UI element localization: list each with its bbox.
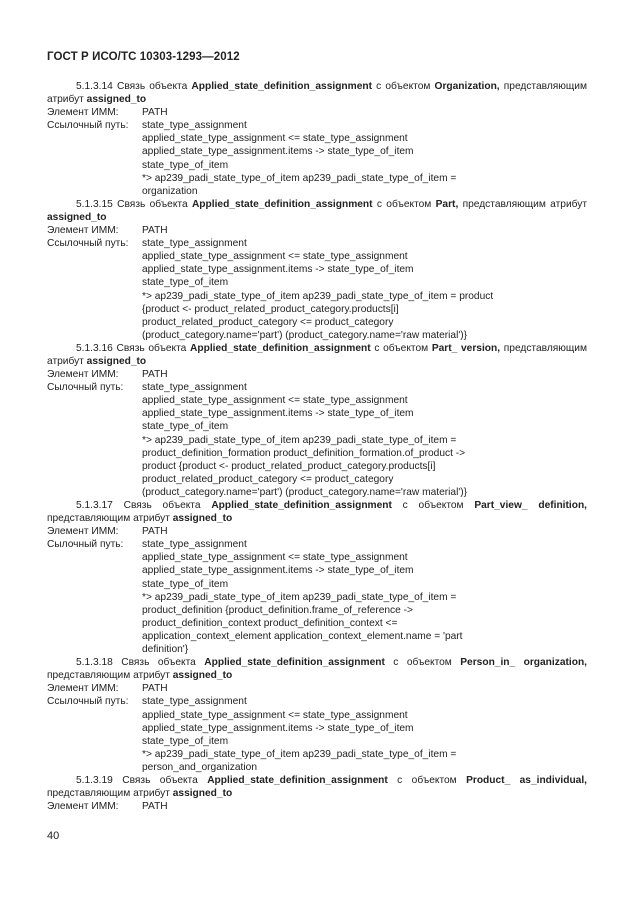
reference-line: applied_state_type_assignment.items -> state_type_of_item xyxy=(142,146,414,158)
clause-5-1-3-17 xyxy=(47,499,587,656)
reference-line: applied_state_type_assignment.items -> state_type_of_item xyxy=(142,565,414,577)
clause-number: 5.1.3.18 xyxy=(76,657,113,669)
reference-line: product_definition_context product_definition_context <= xyxy=(142,617,398,629)
target-entity-name: Part_ version, xyxy=(431,342,501,354)
clause-5-1-3-14 xyxy=(47,80,587,198)
reference-line: organization xyxy=(142,185,198,197)
reference-label: Сылочный путь: xyxy=(47,539,124,551)
clause-text: с объектом xyxy=(384,657,461,669)
element-value: PATH xyxy=(142,801,168,813)
target-entity-name: Part, xyxy=(435,198,459,210)
clause-paragraph xyxy=(47,499,587,525)
entity-name: Applied_state_definition_assignment xyxy=(204,657,385,669)
page-number: 40 xyxy=(47,830,60,842)
reference-line: definition'} xyxy=(142,644,189,656)
reference-label: Ссылочный путь: xyxy=(47,696,129,708)
entity-name: Applied_state_definition_assignment xyxy=(207,774,388,786)
element-value: PATH xyxy=(142,225,168,237)
clause-number: 5.1.3.14 xyxy=(76,81,113,92)
reference-line: state_type_of_item xyxy=(142,277,229,289)
attribute-name: assigned_to xyxy=(47,211,107,223)
clause-number: 5.1.3.19 xyxy=(76,774,113,786)
reference-line: state_type_assignment xyxy=(142,120,247,132)
reference-label: Сылочный путь: xyxy=(47,382,124,394)
entity-name: Applied_state_definition_assignment xyxy=(191,81,372,92)
reference-line: applied_state_type_assignment <= state_type_assignment xyxy=(142,709,408,721)
reference-line: state_type_of_item xyxy=(142,735,229,747)
element-label: Элемент ИММ: xyxy=(47,683,119,695)
clause-text: Связь объекта xyxy=(112,657,205,669)
reference-line: product_definition_formation product_definition_formation.of_product -> xyxy=(142,447,466,459)
entity-name: Applied_state_definition_assignment xyxy=(211,500,392,511)
reference-line: applied_state_type_assignment <= state_type_assignment xyxy=(142,133,408,145)
attribute-name: assigned_to xyxy=(172,513,233,525)
target-entity-name: Product_ as_individual, xyxy=(466,774,588,786)
reference-line: person_and_organization xyxy=(142,761,257,773)
reference-line: product_related_product_category <= product_category xyxy=(142,473,394,485)
reference-line: (product_category.name='part') (product_category.name='raw material')} xyxy=(142,486,468,498)
attribute-name: assigned_to xyxy=(86,94,147,106)
reference-line: state_type_assignment xyxy=(142,696,247,708)
clause-text: представляющим атрибут xyxy=(47,513,173,525)
reference-line: applied_state_type_assignment.items -> state_type_of_item xyxy=(142,722,414,734)
element-label: Элемент ИММ: xyxy=(47,107,119,119)
clause-paragraph xyxy=(47,656,587,682)
clause-5-1-3-16 xyxy=(47,342,587,499)
reference-line: applied_state_type_assignment <= state_type_assignment xyxy=(142,552,408,564)
reference-line: *> ap239_padi_state_type_of_item ap239_padi_state_type_of_item = xyxy=(142,748,457,760)
attribute-name: assigned_to xyxy=(172,788,233,800)
reference-line: state_type_assignment xyxy=(142,539,247,551)
clause-text: Связь объекта xyxy=(112,774,208,786)
clause-5-1-3-19 xyxy=(47,774,587,813)
element-row xyxy=(47,224,587,237)
reference-row xyxy=(47,381,587,394)
reference-line: *> ap239_padi_state_type_of_item ap239_padi_state_type_of_item = xyxy=(142,172,457,184)
clause-text: представляющим атрибут xyxy=(47,81,588,106)
attribute-name: assigned_to xyxy=(86,355,147,367)
clause-5-1-3-18 xyxy=(47,656,587,774)
clause-text: Связь объекта xyxy=(112,342,191,354)
reference-line: applied_state_type_assignment.items -> state_type_of_item xyxy=(142,264,414,276)
clause-text: с объектом xyxy=(391,500,475,511)
reference-line: *> ap239_padi_state_type_of_item ap239_padi_state_type_of_item = xyxy=(142,591,457,603)
reference-line: product_related_product_category <= product_category xyxy=(142,316,394,328)
element-value: PATH xyxy=(142,369,168,381)
reference-line: product_definition {product_definition.frame_of_reference -> xyxy=(142,604,413,616)
reference-line: applied_state_type_assignment <= state_type_assignment xyxy=(142,395,408,407)
reference-row xyxy=(47,119,587,132)
reference-label: Ссылочный путь: xyxy=(47,120,129,132)
element-label: Элемент ИММ: xyxy=(47,369,119,381)
clause-paragraph xyxy=(47,774,587,800)
reference-line: *> ap239_padi_state_type_of_item ap239_padi_state_type_of_item = xyxy=(142,434,457,446)
element-row xyxy=(47,800,587,813)
clause-text: Связь объекта xyxy=(112,81,192,92)
clause-paragraph xyxy=(47,198,587,224)
target-entity-name: Part_view_ definition, xyxy=(474,500,588,511)
clause-text: представляющим атрибут xyxy=(47,788,173,800)
reference-line: (product_category.name='part') (product_category.name='raw material')} xyxy=(142,329,468,341)
clause-paragraph xyxy=(47,80,587,106)
clause-text: с объектом xyxy=(387,774,467,786)
reference-line: application_context_element application_context_element.name = 'part xyxy=(142,630,463,642)
clause-text: Связь объекта xyxy=(112,500,212,511)
entity-name: Applied_state_definition_assignment xyxy=(191,198,373,210)
element-row xyxy=(47,525,587,538)
document-body xyxy=(47,80,587,813)
element-value: PATH xyxy=(142,526,168,538)
reference-row xyxy=(47,695,587,708)
reference-line: *> ap239_padi_state_type_of_item ap239_padi_state_type_of_item = product xyxy=(142,290,494,302)
clause-text: представляющим атрибут xyxy=(458,198,588,210)
clause-number: 5.1.3.15 xyxy=(76,198,113,210)
clause-number: 5.1.3.16 xyxy=(76,342,113,354)
clause-text: Связь объекта xyxy=(112,198,192,210)
reference-line: state_type_assignment xyxy=(142,238,247,250)
element-value: PATH xyxy=(142,107,168,119)
clause-text: представляющим атрибут xyxy=(47,342,587,367)
element-row xyxy=(47,682,587,695)
attribute-name: assigned_to xyxy=(172,670,233,682)
clause-number: 5.1.3.17 xyxy=(76,500,113,511)
element-label: Элемент ИММ: xyxy=(47,225,119,237)
reference-label: Ссылочный путь: xyxy=(47,238,129,250)
reference-row xyxy=(47,237,587,250)
clause-paragraph xyxy=(47,342,587,368)
entity-name: Applied_state_definition_assignment xyxy=(190,342,371,354)
element-label: Элемент ИММ: xyxy=(47,526,119,538)
clause-5-1-3-15 xyxy=(47,198,587,342)
clause-text: представляющим атрибут xyxy=(47,670,173,682)
reference-line: product {product <- product_related_product_category.products[i] xyxy=(142,460,436,472)
document-header: ГОСТ Р ИСО/ТС 10303-1293—2012 xyxy=(47,51,240,63)
element-row xyxy=(47,106,587,119)
target-entity-name: Organization, xyxy=(434,81,500,92)
element-value: PATH xyxy=(142,683,168,695)
element-label: Элемент ИММ: xyxy=(47,801,119,813)
element-row xyxy=(47,368,587,381)
reference-line: state_type_assignment xyxy=(142,382,247,394)
reference-line: applied_state_type_assignment.items -> state_type_of_item xyxy=(142,408,414,420)
reference-line: {product <- product_related_product_category.products[i] xyxy=(142,303,399,315)
target-entity-name: Person_in_ organization, xyxy=(460,657,587,669)
reference-line: state_type_of_item xyxy=(142,159,229,171)
reference-line: applied_state_type_assignment <= state_type_assignment xyxy=(142,251,408,263)
reference-line: state_type_of_item xyxy=(142,578,229,590)
clause-text: с объектом xyxy=(372,81,435,92)
clause-text: с объектом xyxy=(370,342,432,354)
reference-row xyxy=(47,538,587,551)
clause-text: с объектом xyxy=(372,198,436,210)
reference-line: state_type_of_item xyxy=(142,421,229,433)
